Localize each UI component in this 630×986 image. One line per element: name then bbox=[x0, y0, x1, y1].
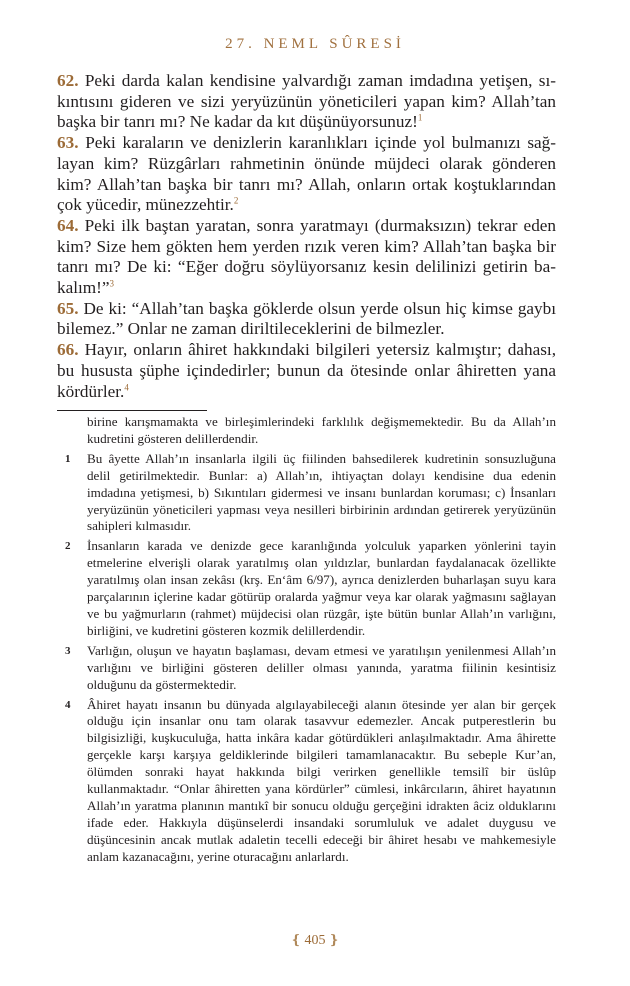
verse-number: 62. bbox=[57, 71, 79, 90]
footnote-text: birine karışmamakta ve birleşimlerindeki farklılık değişmemektedir. Bu da Allah’ın kudretini gösteren delillerdendir. bbox=[87, 414, 556, 446]
verse-text: Peki karaların ve denizlerin karanlıkları içinde yol bulmanızı sağlayan kim? Rüzgârları rahmetinin önünde müjdeci olarak gönderen kim? Allah’tan başka bir tanrı mı? Allah, onların ortak koştuklarından çok yücedir, münezzehtir. bbox=[57, 133, 557, 215]
footnote-divider bbox=[57, 410, 207, 411]
page-footer bbox=[0, 932, 630, 949]
verse-63 bbox=[57, 133, 556, 216]
verse-number: 65. bbox=[57, 298, 79, 318]
footnote-number: 1 bbox=[65, 452, 71, 465]
page-number: 405 bbox=[304, 933, 326, 948]
verse-66 bbox=[57, 340, 556, 402]
verses-block bbox=[57, 71, 556, 402]
verse-65 bbox=[57, 299, 556, 340]
ornament-right-icon: ❵ bbox=[328, 932, 340, 947]
footnote-text: İnsanların karada ve denizde gece karanlığında yolculuk yaparken yönlerini tayin etmelerine elverişli olarak yaratılmış olan yıldızlar, bunlardan faydalanacak özellikte yaratılmış olan insan zekâsı (krş. En‘âm 6/97), ayrıca denizlerden buharlaşan suyu kara parçalarının içlerine kadar götürüp oralarda yağmur veya kar olarak yağmasını sağlayan ve bu yağmurların (rahmet) müjdecisi olan rüzgâr, işte bütün bunlar Allah’ın varlığını, birliğini, ve kudretini gösteren kozmik delillerdendir. bbox=[87, 538, 556, 638]
footnotes-block bbox=[57, 414, 556, 869]
verse-62 bbox=[57, 71, 556, 133]
footnote-text: Âhiret hayatı insanın bu dünyada algılayabileceği alanın ötesinde yer alan bir gerçek olduğu için insanlar onu tam olarak tasavvur edemezler. Ancak putperestlerin bu bilgisizliği, kuşkuculuğa, hatta inkâra kadar götürdükleri anlaşılmaktadır. Ama âhirette gerçekle karşı karşıya geldiklerinde bilgileri tamamlanacaktır. Bu sebeple Kur’an, ölümden sonraki hayat hakkında bilgi verirken genellikle temsilî bir üslûp kullanmaktadır. “Onlar âhiretten yana kördürler” cümlesi, inkârcıların, âhiret hayatının Allah’ın yaratma planının mantıkî bir sonucu olduğu gerçeğini idrakten âciz olduklarını ifade eder. Hakkıyla düşünselerdi insandaki sorumluluk ve adalet duygusu ve düşüncesinin ancak mutlak adaletin tecelli edeceği bir âhiret hesabı ve mahkemesiyle anlam kazanacağını, yerine oturacağını anlarlardı. bbox=[87, 696, 556, 864]
footnote-number: 3 bbox=[65, 644, 71, 657]
footnote-ref[interactable]: 4 bbox=[124, 381, 129, 392]
footnote-continued bbox=[57, 414, 556, 448]
footnote-ref[interactable]: 1 bbox=[417, 112, 423, 123]
verse-text: Hayır, onların âhiret hakkındaki bilgileri yetersiz kalmıştır; dahası, bu hususta şüphe içindedirler; bunun da ötesinde onlar âhiretten yana kördürler. bbox=[57, 340, 557, 401]
footnote-ref[interactable]: 3 bbox=[109, 278, 114, 289]
footnote-text: Bu âyette Allah’ın insanlarla ilgili üç fiilinden bahsedilerek kudretinin sonsuzluğuna delil getirilmektedir. Bunlar: a) Allah’ın, ihtiyaçtan dolayı kendisine dua edenin imdadına yetişmesi, b) Sıkıntıları gidermesi ve insanı bunlardan koruması; c) İnsanları yeryüzünün yöneticileri yapması veya nesilleri birbirinin ardından getirerek yeryüzünün sahipleri kılmasıdır. bbox=[87, 450, 556, 534]
footnote-number: 2 bbox=[65, 540, 71, 553]
verse-number: 66. bbox=[57, 340, 79, 360]
footnote-ref[interactable]: 2 bbox=[233, 195, 239, 206]
running-header bbox=[0, 36, 630, 53]
surah-title: 27. NEML SÛRESİ bbox=[225, 36, 405, 52]
verse-text: Peki ilk baştan yaratan, sonra yaratmayı (durmaksızın) tekrar eden kim? Size hem gökten hem yerden rızık veren kim? Allah’tan başka bir tanrı mı? De ki: “Eğer doğru söylüyorsanız kesin delilinizi getirin bakalım!” bbox=[57, 215, 557, 298]
ornament-left-icon: ❴ bbox=[290, 932, 302, 947]
footnote-2 bbox=[57, 538, 556, 639]
footnote-3 bbox=[57, 643, 556, 694]
verse-text: De ki: “Allah’tan başka göklerde olsun yerde olsun hiç kimse gaybı bilemez.” Onlar ne zaman diriltileceklerini de bilmezler. bbox=[57, 298, 556, 339]
footnote-number: 4 bbox=[65, 698, 71, 711]
footnote-4 bbox=[57, 697, 556, 866]
verse-number: 63. bbox=[57, 133, 79, 153]
footnote-1 bbox=[57, 451, 556, 536]
verse-text: Peki darda kalan kendisine yalvardığı zaman imdadına yetişen, sıkıntısını gideren ve sizi yeryüzünün yöneticileri yapan kim? Allah’tan başka bir tanrı mı? Ne kadar da kıt düşünüyorsunuz! bbox=[57, 71, 557, 132]
verse-64 bbox=[57, 216, 556, 299]
footnote-text: Varlığın, oluşun ve hayatın başlaması, devam etmesi ve yaratılışın yenilenmesi Allah’ın varlığını ve birliğini gösteren deliller olması yanında, yaratma fiilinin kesintisiz olduğunu da göstermektedir. bbox=[87, 642, 556, 692]
verse-number: 64. bbox=[57, 215, 79, 235]
